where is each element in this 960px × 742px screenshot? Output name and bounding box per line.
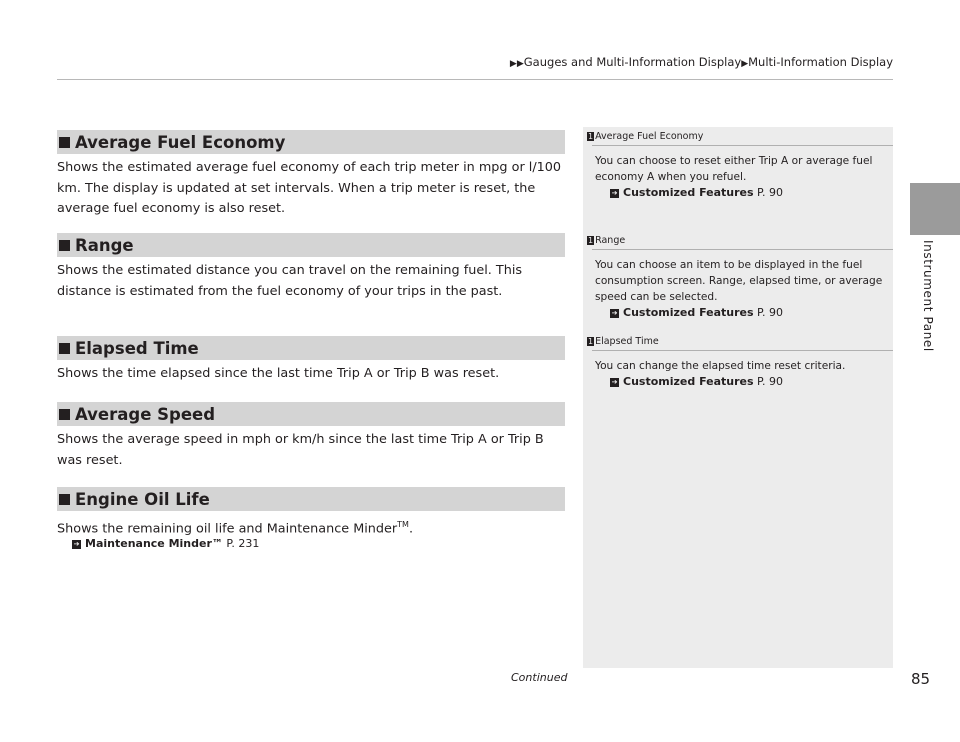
xref-customized-features[interactable]: ➔ Customized Features P. 90 — [611, 306, 783, 319]
chapter-title: Instrument Panel — [921, 240, 935, 352]
notes-column — [583, 127, 893, 668]
section-header-average-fuel-economy — [57, 130, 565, 154]
section-body: Shows the average speed in mph or km/h since the last time Trip A or Trip B was reset. — [57, 432, 544, 468]
note-title: Range — [595, 235, 626, 246]
note-divider — [592, 350, 893, 351]
triangle-right-icon: ▶ — [741, 59, 749, 69]
section-body: Shows the time elapsed since the last time Trip A or Trip B was reset. — [57, 366, 500, 381]
section-header-engine-oil-life — [57, 487, 565, 511]
section-header-elapsed-time — [57, 336, 565, 360]
continued-label: Continued — [511, 671, 568, 684]
boxed-arrow-icon: ➔ — [611, 188, 618, 197]
section-title: Average Speed — [75, 404, 216, 424]
section-title: Engine Oil Life — [75, 489, 210, 509]
xref-customized-features[interactable]: ➔ Customized Features P. 90 — [611, 375, 783, 388]
note-title: Elapsed Time — [595, 336, 659, 347]
note-range — [583, 234, 893, 321]
note-marker: 1 — [588, 132, 594, 141]
section-header-range — [57, 233, 565, 257]
page-number: 85 — [911, 670, 931, 688]
breadcrumb — [510, 55, 893, 69]
breadcrumb-item-gauges[interactable]: Gauges and Multi-Information Display — [523, 55, 742, 69]
note-title: Average Fuel Economy — [595, 131, 704, 142]
note-divider — [592, 249, 893, 250]
chapter-tab[interactable] — [910, 183, 960, 235]
boxed-arrow-icon: ➔ — [611, 377, 618, 386]
black-square-icon — [59, 343, 70, 354]
black-square-icon — [59, 494, 70, 505]
note-marker: 1 — [588, 236, 594, 245]
black-square-icon — [59, 137, 70, 148]
xref-customized-features[interactable]: ➔ Customized Features P. 90 — [611, 186, 783, 199]
section-body: Shows the remaining oil life and Maintenance Minder™. — [57, 520, 414, 537]
header-divider — [57, 79, 893, 80]
section-body: Shows the estimated average fuel economy of each trip meter in mpg or l/100 km. The display is updated at set intervals. When a trip meter is reset, the average fuel economy is also reset. — [57, 160, 562, 216]
double-triangle-right-icon: ▶▶ — [509, 59, 524, 69]
boxed-arrow-icon: ➔ — [611, 308, 618, 317]
note-divider — [592, 145, 893, 146]
section-header-average-speed — [57, 402, 565, 426]
section-title: Elapsed Time — [75, 338, 199, 358]
note-body: You can choose to reset either Trip A or average fuel economy A when you refuel. — [595, 155, 873, 183]
xref-maintenance-minder[interactable]: ➔ Maintenance Minder™ P. 231 — [73, 537, 260, 550]
note-body: You can change the elapsed time reset criteria. — [595, 360, 846, 372]
boxed-arrow-icon: ➔ — [73, 539, 80, 548]
note-body: You can choose an item to be displayed in the fuel consumption screen. Range, elapsed time, or average speed can be selected. — [595, 259, 883, 303]
black-square-icon — [59, 240, 70, 251]
note-average-fuel-economy — [583, 130, 893, 201]
breadcrumb-item-mid[interactable]: Multi-Information Display — [748, 55, 893, 69]
section-title: Average Fuel Economy — [75, 132, 286, 152]
note-elapsed-time — [583, 335, 893, 390]
black-square-icon — [59, 409, 70, 420]
section-body: Shows the estimated distance you can travel on the remaining fuel. This distance is estimated from the fuel economy of your trips in the past. — [57, 263, 523, 299]
note-marker: 1 — [588, 337, 594, 346]
section-title: Range — [75, 235, 134, 255]
